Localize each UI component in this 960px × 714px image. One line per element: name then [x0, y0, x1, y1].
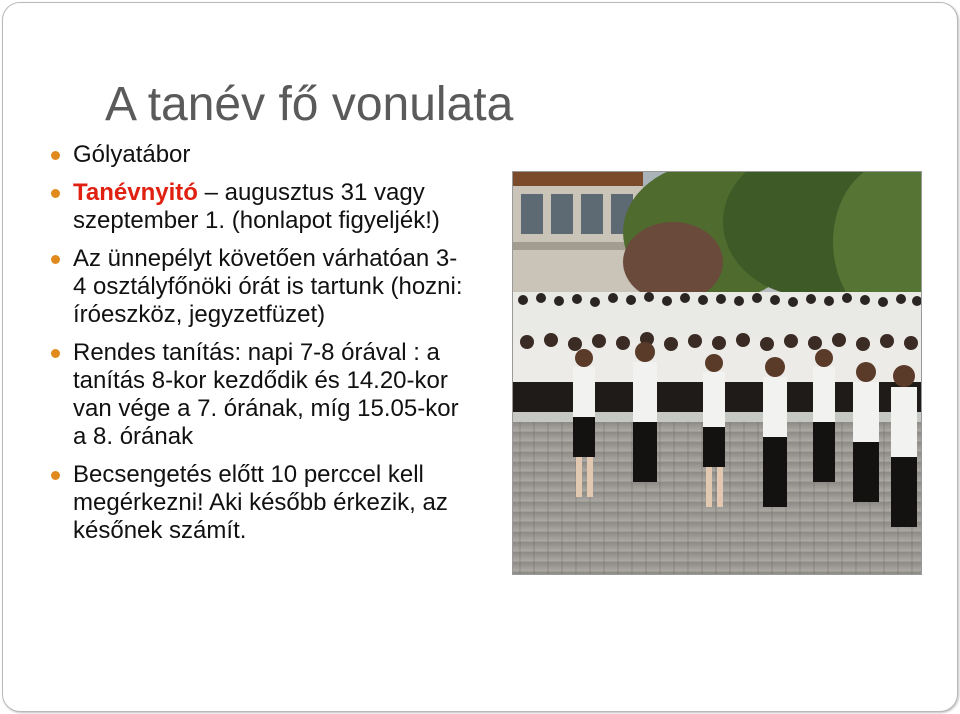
bullet-text: Az ünnepélyt követően várhatóan 3-4 osztályfőnöki órát is tartunk (hozni: íróeszköz, jegyzetfüzet) [73, 245, 463, 328]
bullet-dot-icon [51, 255, 60, 264]
bullet-item [49, 461, 469, 545]
bullet-text: Rendes tanítás: napi 7-8 órával : a tanítás 8-kor kezdődik és 14.20-kor van vége a 7. órának, míg 15.05-kor a 8. órának [73, 339, 459, 450]
bullet-dot-icon [51, 151, 60, 160]
bullet-text: Becsengetés előtt 10 perccel kell megérkezni! Aki később érkezik, az későnek számít. [73, 461, 448, 544]
slide [2, 2, 958, 712]
bullet-item [49, 339, 469, 451]
slide-title: A tanév fő vonulata [105, 78, 514, 131]
bullet-list [49, 141, 469, 555]
bullet-highlight: Tanévnyitó [73, 179, 198, 206]
bullet-dot-icon [51, 349, 60, 358]
bullet-item [49, 245, 469, 329]
photo-illustration [513, 172, 921, 574]
bullet-text: Gólyatábor [73, 141, 191, 168]
bullet-item [49, 141, 469, 169]
school-assembly-photo [512, 171, 922, 575]
bullet-dot-icon [51, 189, 60, 198]
bullet-item [49, 179, 469, 235]
bullet-dot-icon [51, 471, 60, 480]
bullet-text: – augusztus 31 vagy szeptember 1. (honlapot figyeljék!) [73, 179, 440, 234]
